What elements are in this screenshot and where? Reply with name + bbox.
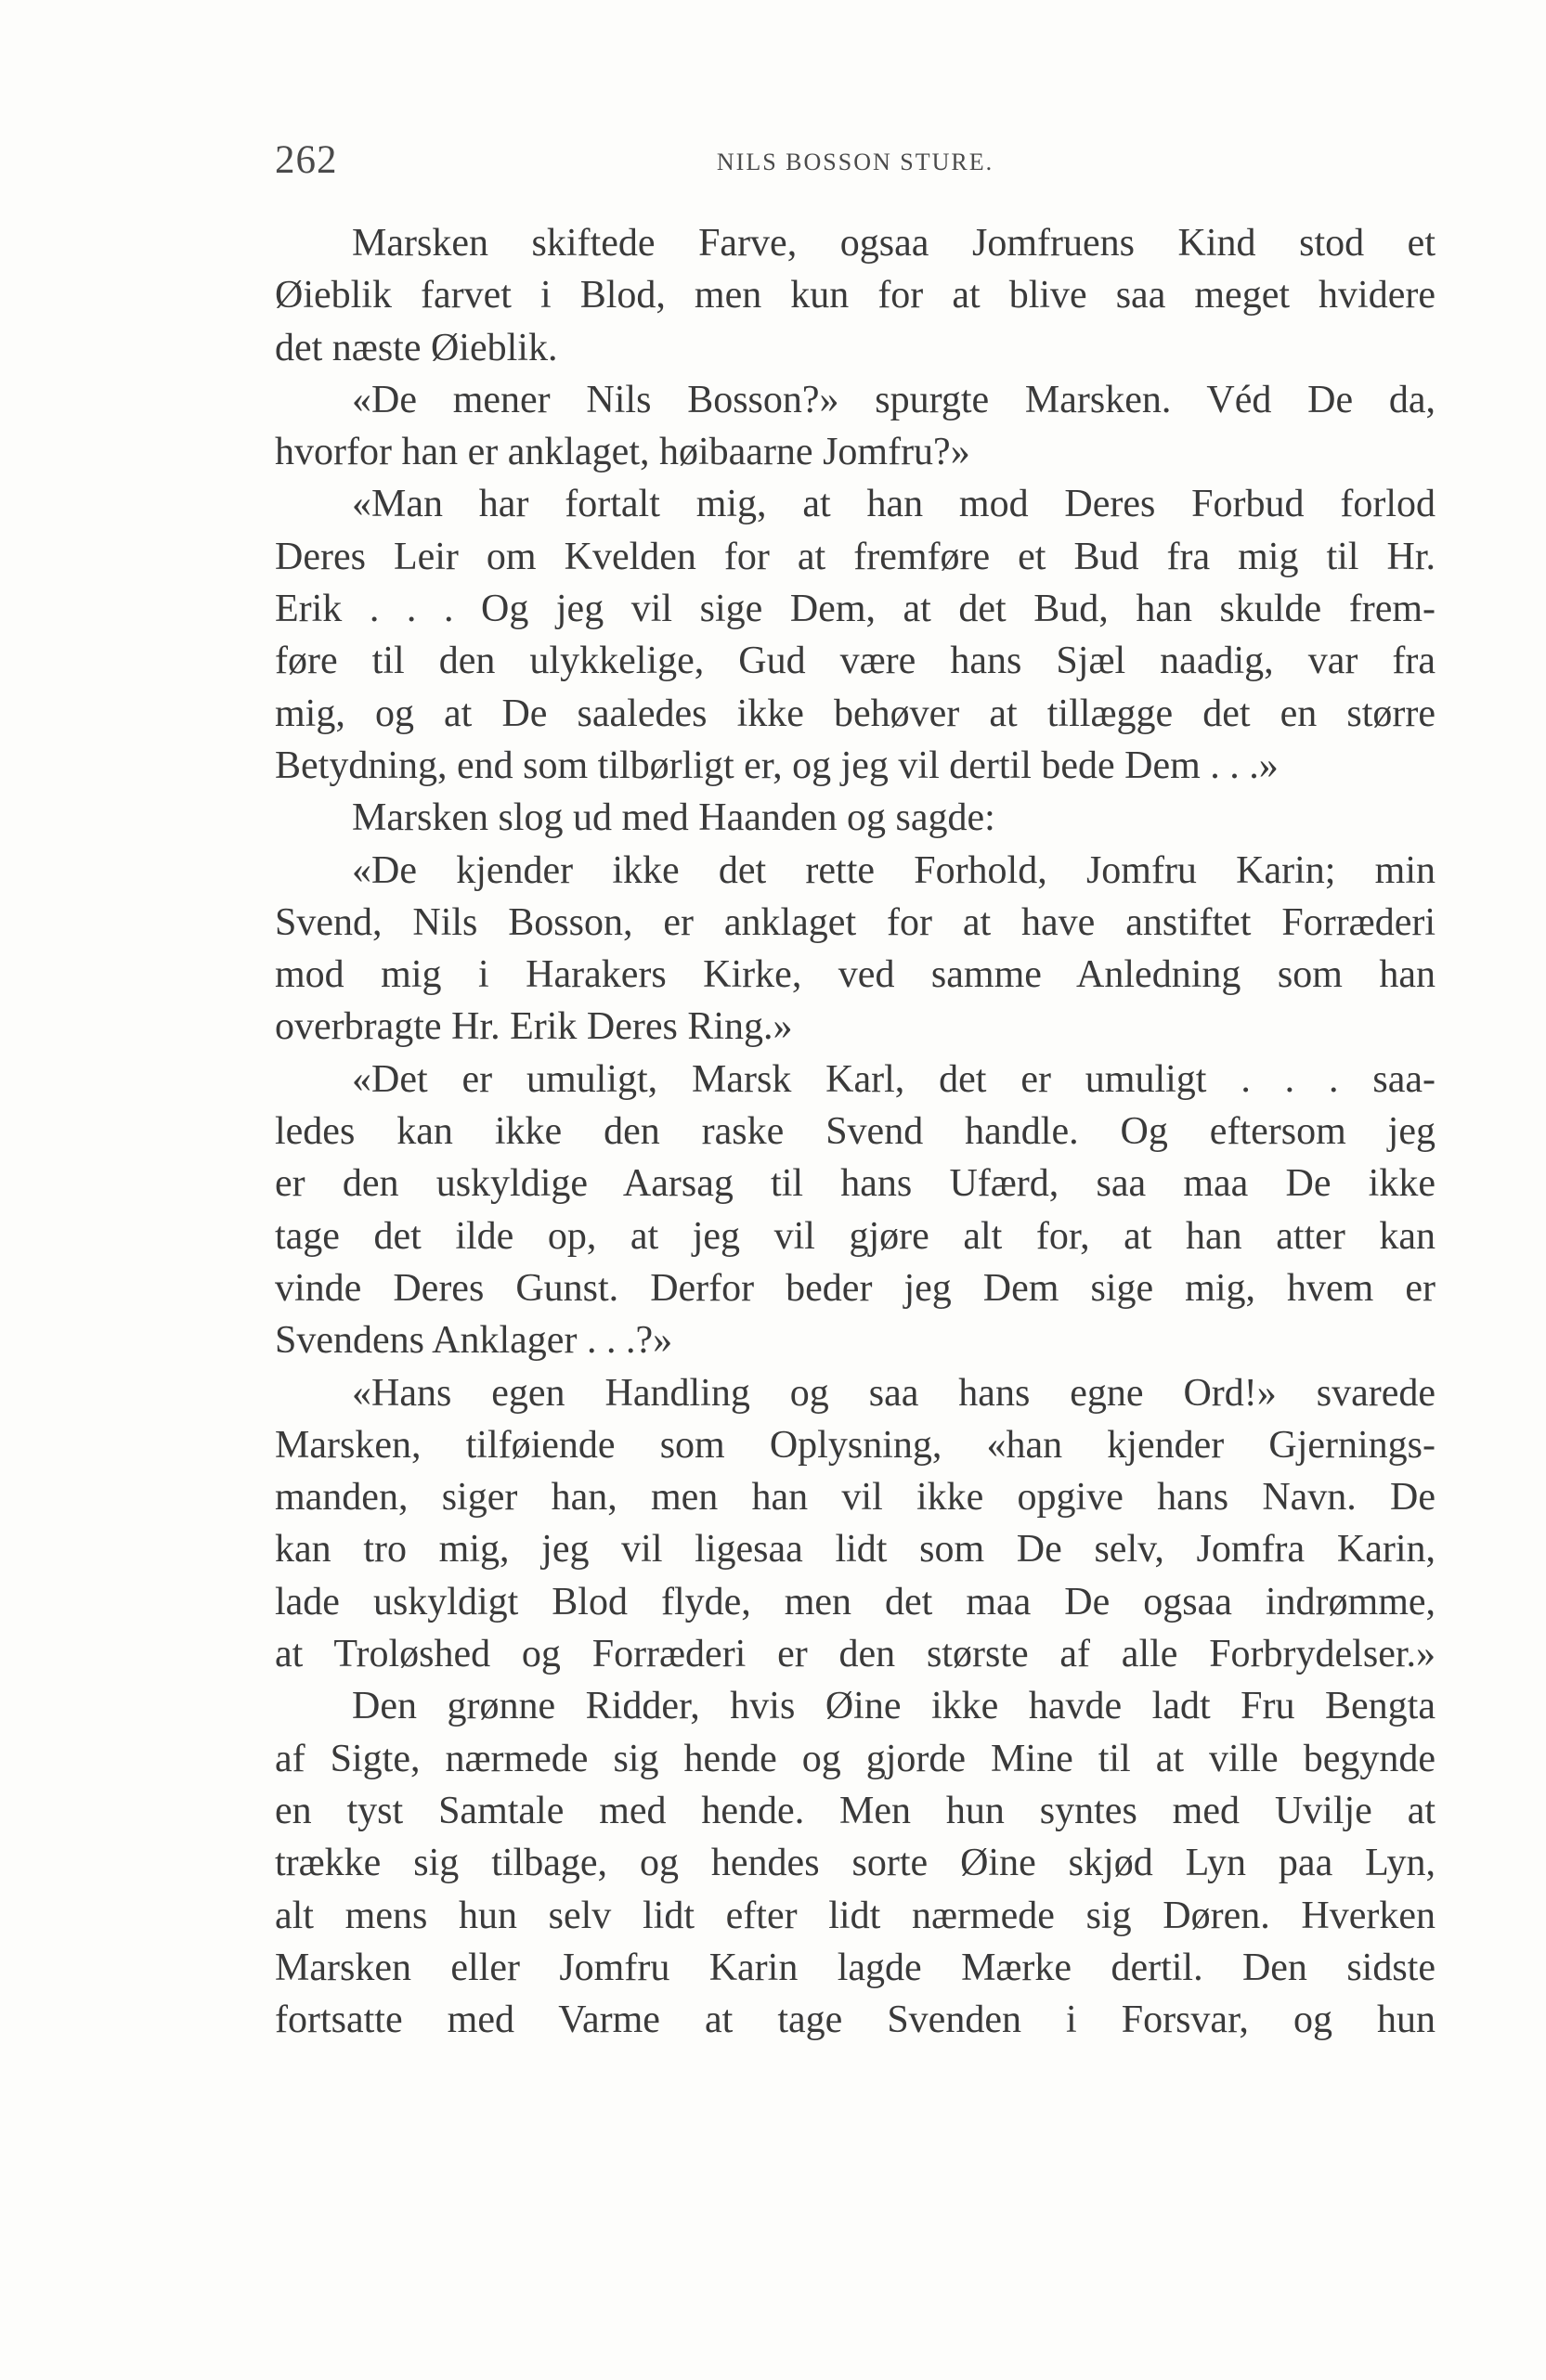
text-line: «Man har fortalt mig, at han mod Deres Forbud forlod: [352, 483, 1436, 526]
text-line: «De kjender ikke det rette Forhold, Jomfru Karin; min: [352, 848, 1436, 892]
text-line: kan tro mig, jeg vil ligesaa lidt som De selv, Jomfra Karin,: [275, 1528, 1436, 1572]
text-line: Betydning, end som tilbørligt er, og jeg vil dertil bede Dem . . .»: [275, 744, 1279, 787]
text-line: ledes kan ikke den raske Svend handle. Og eftersom jeg: [275, 1110, 1436, 1154]
text-line: mig, og at De saaledes ikke behøver at tillægge det en større: [275, 692, 1436, 735]
running-head: NILS BOSSON STURE.: [716, 149, 994, 175]
text-line: Marsken eller Jomfru Karin lagde Mærke dertil. Den sidste: [275, 1946, 1436, 1989]
text-line: mod mig i Harakers Kirke, ved samme Anledning som han: [275, 953, 1436, 997]
page-number: 262: [275, 138, 338, 182]
page-header: [275, 137, 1436, 193]
text-line: Erik . . . Og jeg vil sige Dem, at det Bud, han skulde frem-: [275, 588, 1436, 631]
text-line: manden, siger han, men han vil ikke opgive hans Navn. De: [275, 1476, 1436, 1520]
text-line: trække sig tilbage, og hendes sorte Øine skjød Lyn paa Lyn,: [275, 1842, 1436, 1885]
text-line: vinde Deres Gunst. Derfor beder jeg Dem sige mig, hvem er: [275, 1266, 1436, 1310]
text-line: Svendens Anklager . . .?»: [275, 1319, 673, 1363]
text-line: er den uskyldige Aarsag til hans Ufærd, saa maa De ikke: [275, 1162, 1436, 1206]
text-line: «Hans egen Handling og saa hans egne Ord!» svarede: [352, 1371, 1436, 1415]
text-line: at Troløshed og Forræderi er den største af alle Forbrydelser.»: [275, 1633, 1436, 1676]
text-line: fortsatte med Varme at tage Svenden i Forsvar, og hun: [275, 1998, 1436, 2042]
text-line: Marsken slog ud med Haanden og sagde:: [352, 796, 995, 840]
text-line: en tyst Samtale med hende. Men hun syntes med Uvilje at: [275, 1789, 1436, 1832]
text-line: Den grønne Ridder, hvis Øine ikke havde ladt Fru Bengta: [352, 1685, 1436, 1728]
text-line: Deres Leir om Kvelden for at fremføre et Bud fra mig til Hr.: [275, 535, 1436, 578]
text-line: overbragte Hr. Erik Deres Ring.»: [275, 1005, 793, 1049]
text-line: hvorfor han er anklaget, høibaarne Jomfru?»: [275, 431, 970, 474]
text-line: «Det er umuligt, Marsk Karl, det er umuligt . . . saa-: [352, 1057, 1436, 1101]
text-line: «De mener Nils Bosson?» spurgte Marsken. Véd De da,: [352, 378, 1436, 421]
text-line: føre til den ulykkelige, Gud være hans Sjæl naadig, var fra: [275, 640, 1436, 683]
text-line: tage det ilde op, at jeg vil gjøre alt for, at han atter kan: [275, 1214, 1436, 1258]
text-line: Marsken, tilføiende som Oplysning, «han kjender Gjernings-: [275, 1423, 1436, 1467]
text-line: Svend, Nils Bosson, er anklaget for at have anstiftet Forræderi: [275, 900, 1436, 944]
text-line: alt mens hun selv lidt efter lidt nærmede sig Døren. Hverken: [275, 1894, 1436, 1937]
text-line: det næste Øieblik.: [275, 326, 558, 369]
text-line: af Sigte, nærmede sig hende og gjorde Mine til at ville begynde: [275, 1737, 1436, 1780]
text-line: Marsken skiftede Farve, ogsaa Jomfruens Kind stod et: [352, 222, 1436, 265]
body-text: [275, 217, 1436, 2046]
text-line: Øieblik farvet i Blod, men kun for at blive saa meget hvidere: [275, 274, 1436, 317]
text-line: lade uskyldigt Blod flyde, men det maa De ogsaa indrømme,: [275, 1580, 1436, 1623]
